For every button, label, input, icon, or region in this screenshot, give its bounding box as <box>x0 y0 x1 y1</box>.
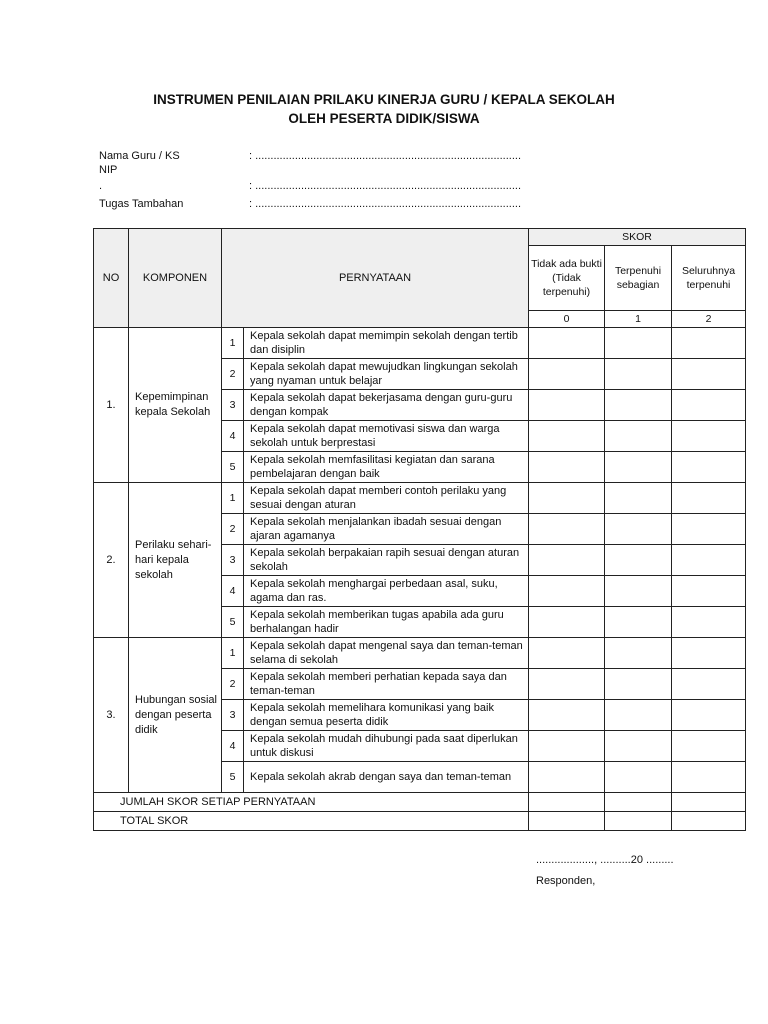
identity-row-dot <box>99 179 521 197</box>
statement-number: 5 <box>222 607 244 638</box>
score-cell-1[interactable] <box>605 700 672 731</box>
identity-fill-line[interactable]: : ....................................................................................... <box>249 150 521 162</box>
statement-text: Kepala sekolah dapat bekerjasama dengan guru-guru dengan kompak <box>244 390 529 421</box>
score-cell-1[interactable] <box>605 576 672 607</box>
total-skor-row <box>94 812 746 831</box>
score-value-2: 2 <box>672 311 746 328</box>
statement-text: Kepala sekolah berpakaian rapih sesuai dengan aturan sekolah <box>244 545 529 576</box>
score-cell-0[interactable] <box>529 390 605 421</box>
identity-label: Tugas Tambahan <box>99 198 184 210</box>
score-cell-1[interactable] <box>605 762 672 793</box>
title-line-2: OLEH PESERTA DIDIK/SISWA <box>288 111 480 126</box>
score-cell-1[interactable] <box>605 514 672 545</box>
score-cell-1[interactable] <box>605 731 672 762</box>
score-cell-0[interactable] <box>529 421 605 452</box>
score-cell-2[interactable] <box>672 514 746 545</box>
score-cell-2[interactable] <box>672 700 746 731</box>
score-cell-0[interactable] <box>529 545 605 576</box>
score-cell-0[interactable] <box>529 607 605 638</box>
statement-number: 4 <box>222 731 244 762</box>
statement-number: 5 <box>222 452 244 483</box>
score-cell-0[interactable] <box>529 483 605 514</box>
identity-row-nama <box>99 149 521 163</box>
identity-row-nip <box>99 163 521 179</box>
score-cell-1[interactable] <box>605 607 672 638</box>
identity-block <box>99 149 521 212</box>
statement-number: 4 <box>222 421 244 452</box>
statement-number: 1 <box>222 328 244 359</box>
statement-number: 3 <box>222 390 244 421</box>
statement-number: 1 <box>222 483 244 514</box>
header-score-sebagian: Terpenuhi sebagian <box>605 246 672 311</box>
statement-number: 3 <box>222 700 244 731</box>
score-cell-1[interactable] <box>605 545 672 576</box>
identity-fill-line[interactable]: : ....................................................................................... <box>249 198 521 210</box>
table-row <box>94 328 746 359</box>
header-no: NO <box>94 229 129 328</box>
group-number: 1. <box>94 328 129 483</box>
score-cell-1[interactable] <box>605 452 672 483</box>
jumlah-skor-row-score-cell-1[interactable] <box>605 793 672 812</box>
statement-number: 1 <box>222 638 244 669</box>
statement-text: Kepala sekolah dapat memimpin sekolah dengan tertib dan disiplin <box>244 328 529 359</box>
score-cell-0[interactable] <box>529 452 605 483</box>
score-value-1: 1 <box>605 311 672 328</box>
identity-label: NIP <box>99 164 118 176</box>
date-line[interactable]: ..................., ..........20 ......... <box>536 854 674 866</box>
score-cell-0[interactable] <box>529 514 605 545</box>
score-cell-0[interactable] <box>529 638 605 669</box>
score-cell-0[interactable] <box>529 328 605 359</box>
score-cell-2[interactable] <box>672 607 746 638</box>
score-cell-0[interactable] <box>529 359 605 390</box>
identity-label: . <box>99 180 103 192</box>
statement-number: 2 <box>222 359 244 390</box>
component-name: Kepemimpinan kepala Sekolah <box>129 328 222 483</box>
statement-text: Kepala sekolah dapat memotivasi siswa dan warga sekolah untuk berprestasi <box>244 421 529 452</box>
statement-text: Kepala sekolah memberi perhatian kepada saya dan teman-teman <box>244 669 529 700</box>
statement-text: Kepala sekolah akrab dengan saya dan teman-teman <box>244 762 529 793</box>
statement-number: 4 <box>222 576 244 607</box>
jumlah-skor-row-score-cell-0[interactable] <box>529 793 605 812</box>
statement-number: 5 <box>222 762 244 793</box>
statement-text: Kepala sekolah mudah dihubungi pada saat diperlukan untuk diskusi <box>244 731 529 762</box>
table-row <box>94 638 746 669</box>
title-line-1: INSTRUMEN PENILAIAN PRILAKU KINERJA GURU / KEPALA SEKOLAH <box>153 92 615 107</box>
header-score-seluruhnya: Seluruhnya terpenuhi <box>672 246 746 311</box>
score-cell-2[interactable] <box>672 359 746 390</box>
statement-text: Kepala sekolah memberikan tugas apabila ada guru berhalangan hadir <box>244 607 529 638</box>
score-cell-2[interactable] <box>672 545 746 576</box>
score-cell-0[interactable] <box>529 669 605 700</box>
score-cell-2[interactable] <box>672 328 746 359</box>
total-skor-row-score-cell-2[interactable] <box>672 812 746 831</box>
score-cell-1[interactable] <box>605 638 672 669</box>
component-name: Hubungan sosial dengan peserta didik <box>129 638 222 793</box>
score-cell-2[interactable] <box>672 576 746 607</box>
statement-text: Kepala sekolah dapat mewujudkan lingkungan sekolah yang nyaman untuk belajar <box>244 359 529 390</box>
score-cell-2[interactable] <box>672 421 746 452</box>
score-cell-1[interactable] <box>605 483 672 514</box>
total-skor-row-score-cell-1[interactable] <box>605 812 672 831</box>
document-title <box>0 90 768 128</box>
statement-text: Kepala sekolah memfasilitasi kegiatan dan sarana pembelajaran dengan baik <box>244 452 529 483</box>
header-skor: SKOR <box>529 229 746 246</box>
signature-block <box>536 850 674 892</box>
score-cell-2[interactable] <box>672 638 746 669</box>
table-row <box>94 483 746 514</box>
score-value-0: 0 <box>529 311 605 328</box>
total-skor-row-score-cell-0[interactable] <box>529 812 605 831</box>
score-cell-2[interactable] <box>672 731 746 762</box>
identity-row-tugas <box>99 197 521 212</box>
statement-number: 2 <box>222 514 244 545</box>
identity-label: Nama Guru / KS <box>99 150 180 162</box>
jumlah-skor-row-score-cell-2[interactable] <box>672 793 746 812</box>
score-cell-0[interactable] <box>529 762 605 793</box>
header-score-tidak: Tidak ada bukti (Tidak terpenuhi) <box>529 246 605 311</box>
header-pernyataan: PERNYATAAN <box>222 229 529 328</box>
score-cell-1[interactable] <box>605 669 672 700</box>
score-cell-2[interactable] <box>672 669 746 700</box>
component-name: Perilaku sehari-hari kepala sekolah <box>129 483 222 638</box>
statement-text: Kepala sekolah memelihara komunikasi yang baik dengan semua peserta didik <box>244 700 529 731</box>
statement-number: 3 <box>222 545 244 576</box>
assessment-table <box>93 228 746 831</box>
score-cell-2[interactable] <box>672 452 746 483</box>
score-cell-1[interactable] <box>605 390 672 421</box>
jumlah-skor-row-label: JUMLAH SKOR SETIAP PERNYATAAN <box>94 793 529 812</box>
score-cell-0[interactable] <box>529 731 605 762</box>
statement-text: Kepala sekolah dapat memberi contoh perilaku yang sesuai dengan aturan <box>244 483 529 514</box>
score-cell-1[interactable] <box>605 328 672 359</box>
score-cell-2[interactable] <box>672 390 746 421</box>
statement-text: Kepala sekolah dapat mengenal saya dan teman-teman selama di sekolah <box>244 638 529 669</box>
jumlah-skor-row <box>94 793 746 812</box>
statement-text: Kepala sekolah menjalankan ibadah sesuai dengan ajaran agamanya <box>244 514 529 545</box>
group-number: 3. <box>94 638 129 793</box>
score-cell-0[interactable] <box>529 700 605 731</box>
statement-text: Kepala sekolah menghargai perbedaan asal, suku, agama dan ras. <box>244 576 529 607</box>
total-skor-row-label: TOTAL SKOR <box>94 812 529 831</box>
identity-fill-line[interactable]: : ....................................................................................... <box>249 180 521 192</box>
group-number: 2. <box>94 483 129 638</box>
score-cell-0[interactable] <box>529 576 605 607</box>
header-komponen: KOMPONEN <box>129 229 222 328</box>
score-cell-1[interactable] <box>605 359 672 390</box>
statement-number: 2 <box>222 669 244 700</box>
score-cell-1[interactable] <box>605 421 672 452</box>
respondent-label: Responden, <box>536 875 596 887</box>
score-cell-2[interactable] <box>672 762 746 793</box>
score-cell-2[interactable] <box>672 483 746 514</box>
